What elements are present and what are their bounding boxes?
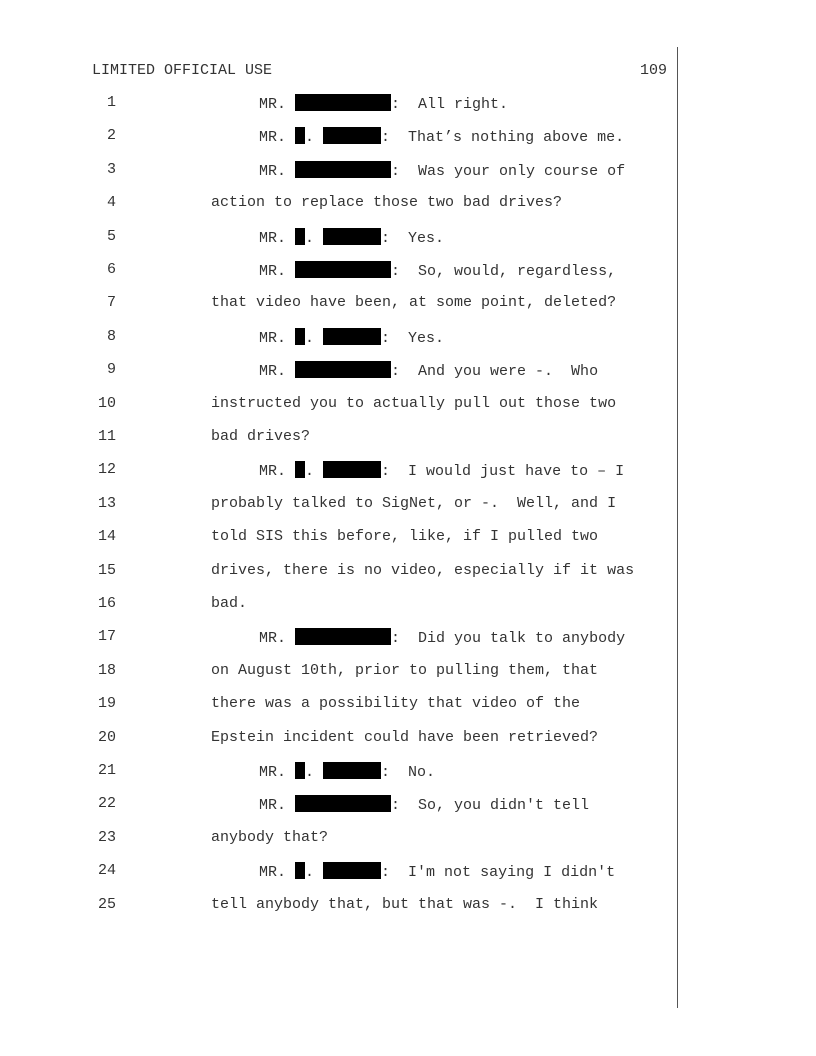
redacted-name-box	[295, 94, 391, 111]
redacted-surname-box	[323, 228, 381, 245]
continuation-text: action to replace those two bad drives?	[211, 194, 563, 212]
line-number: 13	[97, 494, 116, 512]
redacted-initial-box	[295, 328, 305, 345]
speaker-title: MR.	[259, 630, 287, 648]
speech-text: : So, you didn't tell	[391, 797, 590, 815]
redacted-surname-box	[323, 762, 381, 779]
continuation-text: Epstein incident could have been retrieved?	[211, 728, 599, 746]
transcript-line	[0, 862, 816, 895]
redacted-name-box	[295, 628, 391, 645]
line-number: 23	[97, 828, 116, 846]
transcript-line	[0, 762, 816, 795]
transcript-line	[0, 328, 816, 361]
line-number: 5	[106, 227, 116, 245]
speech-text: : No.	[381, 764, 436, 781]
transcript-line	[0, 729, 816, 762]
transcript-line	[0, 562, 816, 595]
redacted-initial-box	[295, 862, 305, 879]
transcript-line	[0, 896, 816, 929]
speaker-line: MR. . : I would just have to – I	[259, 463, 625, 481]
speech-text: : And you were -. Who	[391, 363, 599, 381]
redacted-surname-box	[323, 127, 381, 144]
transcript-line	[0, 628, 816, 661]
speaker-line	[259, 795, 589, 814]
transcript-line	[0, 127, 816, 160]
speaker-line	[259, 161, 625, 180]
speaker-line: MR. . : That’s nothing above me.	[259, 129, 625, 147]
continuation-text: bad drives?	[211, 428, 311, 445]
transcript-line	[0, 595, 816, 628]
transcript-line	[0, 228, 816, 261]
continuation-text: on August 10th, prior to pulling them, that	[211, 661, 599, 679]
speech-text: : Was your only course of	[391, 162, 626, 180]
speaker-line	[259, 94, 508, 113]
line-number: 3	[106, 160, 116, 178]
transcript-line	[0, 294, 816, 327]
transcript-line	[0, 261, 816, 294]
speaker-line	[259, 628, 625, 647]
speaker-line	[259, 361, 598, 380]
speaker-title: MR.	[259, 129, 287, 147]
speaker-title: MR.	[259, 764, 287, 781]
transcript-line	[0, 361, 816, 394]
line-number: 2	[106, 127, 116, 145]
line-number: 11	[97, 428, 116, 445]
transcript-line	[0, 161, 816, 194]
speaker-title: MR.	[259, 96, 287, 113]
speaker-line: MR. . : Yes.	[259, 229, 445, 247]
transcript-line	[0, 829, 816, 862]
transcript-line	[0, 395, 816, 428]
transcript-line	[0, 662, 816, 695]
transcript-line	[0, 194, 816, 227]
continuation-text: drives, there is no video, especially if it was	[211, 561, 635, 579]
line-number: 8	[106, 327, 116, 345]
classification-header: LIMITED OFFICIAL USE	[92, 62, 273, 79]
speech-text: : All right.	[391, 96, 509, 113]
continuation-text: there was a possibility that video of the	[211, 695, 581, 713]
line-number: 9	[106, 361, 116, 379]
continuation-text: tell anybody that, but that was -. I think	[211, 895, 599, 913]
redacted-initial-box	[295, 127, 305, 144]
speaker-title: MR.	[259, 263, 287, 280]
continuation-text: instructed you to actually pull out those two	[211, 394, 617, 412]
speaker-title: MR.	[259, 162, 287, 180]
redacted-name-box	[295, 261, 391, 278]
speaker-title: MR.	[259, 229, 287, 247]
continuation-text: anybody that?	[211, 828, 329, 846]
line-number: 17	[97, 628, 116, 646]
speech-text: : I'm not saying I didn't	[381, 864, 616, 882]
speech-text: : Did you talk to anybody	[391, 630, 626, 648]
transcript-line	[0, 495, 816, 528]
redacted-initial-box	[295, 461, 305, 478]
page-number: 109	[639, 62, 667, 79]
speaker-line: MR. . : No.	[259, 764, 436, 781]
redacted-surname-box	[323, 328, 381, 345]
redacted-name-box	[295, 795, 391, 812]
continuation-text: probably talked to SigNet, or -. Well, and I	[211, 494, 617, 512]
speaker-title: MR.	[259, 864, 287, 882]
speaker-line: MR. . : Yes.	[259, 329, 445, 347]
transcript-line	[0, 695, 816, 728]
speaker-title: MR.	[259, 363, 287, 381]
speech-text: : I would just have to – I	[381, 463, 625, 481]
line-number: 18	[97, 661, 116, 679]
line-number: 22	[97, 795, 116, 813]
redacted-initial-box	[295, 228, 305, 245]
line-number: 4	[106, 194, 116, 212]
line-number: 10	[97, 394, 116, 412]
speaker-title: MR.	[259, 463, 287, 481]
transcript-line	[0, 428, 816, 461]
speech-text: : So, would, regardless,	[391, 263, 617, 280]
line-number: 25	[97, 895, 116, 913]
speaker-title: MR.	[259, 329, 287, 347]
line-number: 6	[106, 261, 116, 278]
speech-text: : That’s nothing above me.	[381, 129, 625, 147]
line-number: 21	[97, 762, 116, 779]
speech-text: : Yes.	[381, 229, 445, 247]
speaker-title: MR.	[259, 797, 287, 815]
continuation-text: bad.	[211, 595, 248, 612]
redacted-initial-box	[295, 762, 305, 779]
continuation-text: told SIS this before, like, if I pulled two	[211, 528, 599, 546]
transcript-line	[0, 528, 816, 561]
line-number: 7	[106, 294, 116, 312]
speech-text: : Yes.	[381, 329, 445, 347]
line-number: 1	[106, 94, 116, 111]
line-number: 19	[97, 695, 116, 713]
line-number: 14	[97, 528, 116, 546]
transcript-line	[0, 94, 816, 127]
redacted-name-box	[295, 161, 391, 178]
line-number: 15	[97, 561, 116, 579]
line-number: 16	[97, 595, 116, 612]
redacted-name-box	[295, 361, 391, 378]
redacted-surname-box	[323, 862, 381, 879]
transcript-line	[0, 795, 816, 828]
speaker-line	[259, 261, 616, 280]
line-number: 12	[97, 461, 116, 479]
redacted-surname-box	[323, 461, 381, 478]
line-number: 20	[97, 728, 116, 746]
speaker-line: MR. . : I'm not saying I didn't	[259, 864, 616, 882]
continuation-text: that video have been, at some point, deleted?	[211, 294, 617, 312]
transcript-line	[0, 461, 816, 494]
line-number: 24	[97, 862, 116, 880]
